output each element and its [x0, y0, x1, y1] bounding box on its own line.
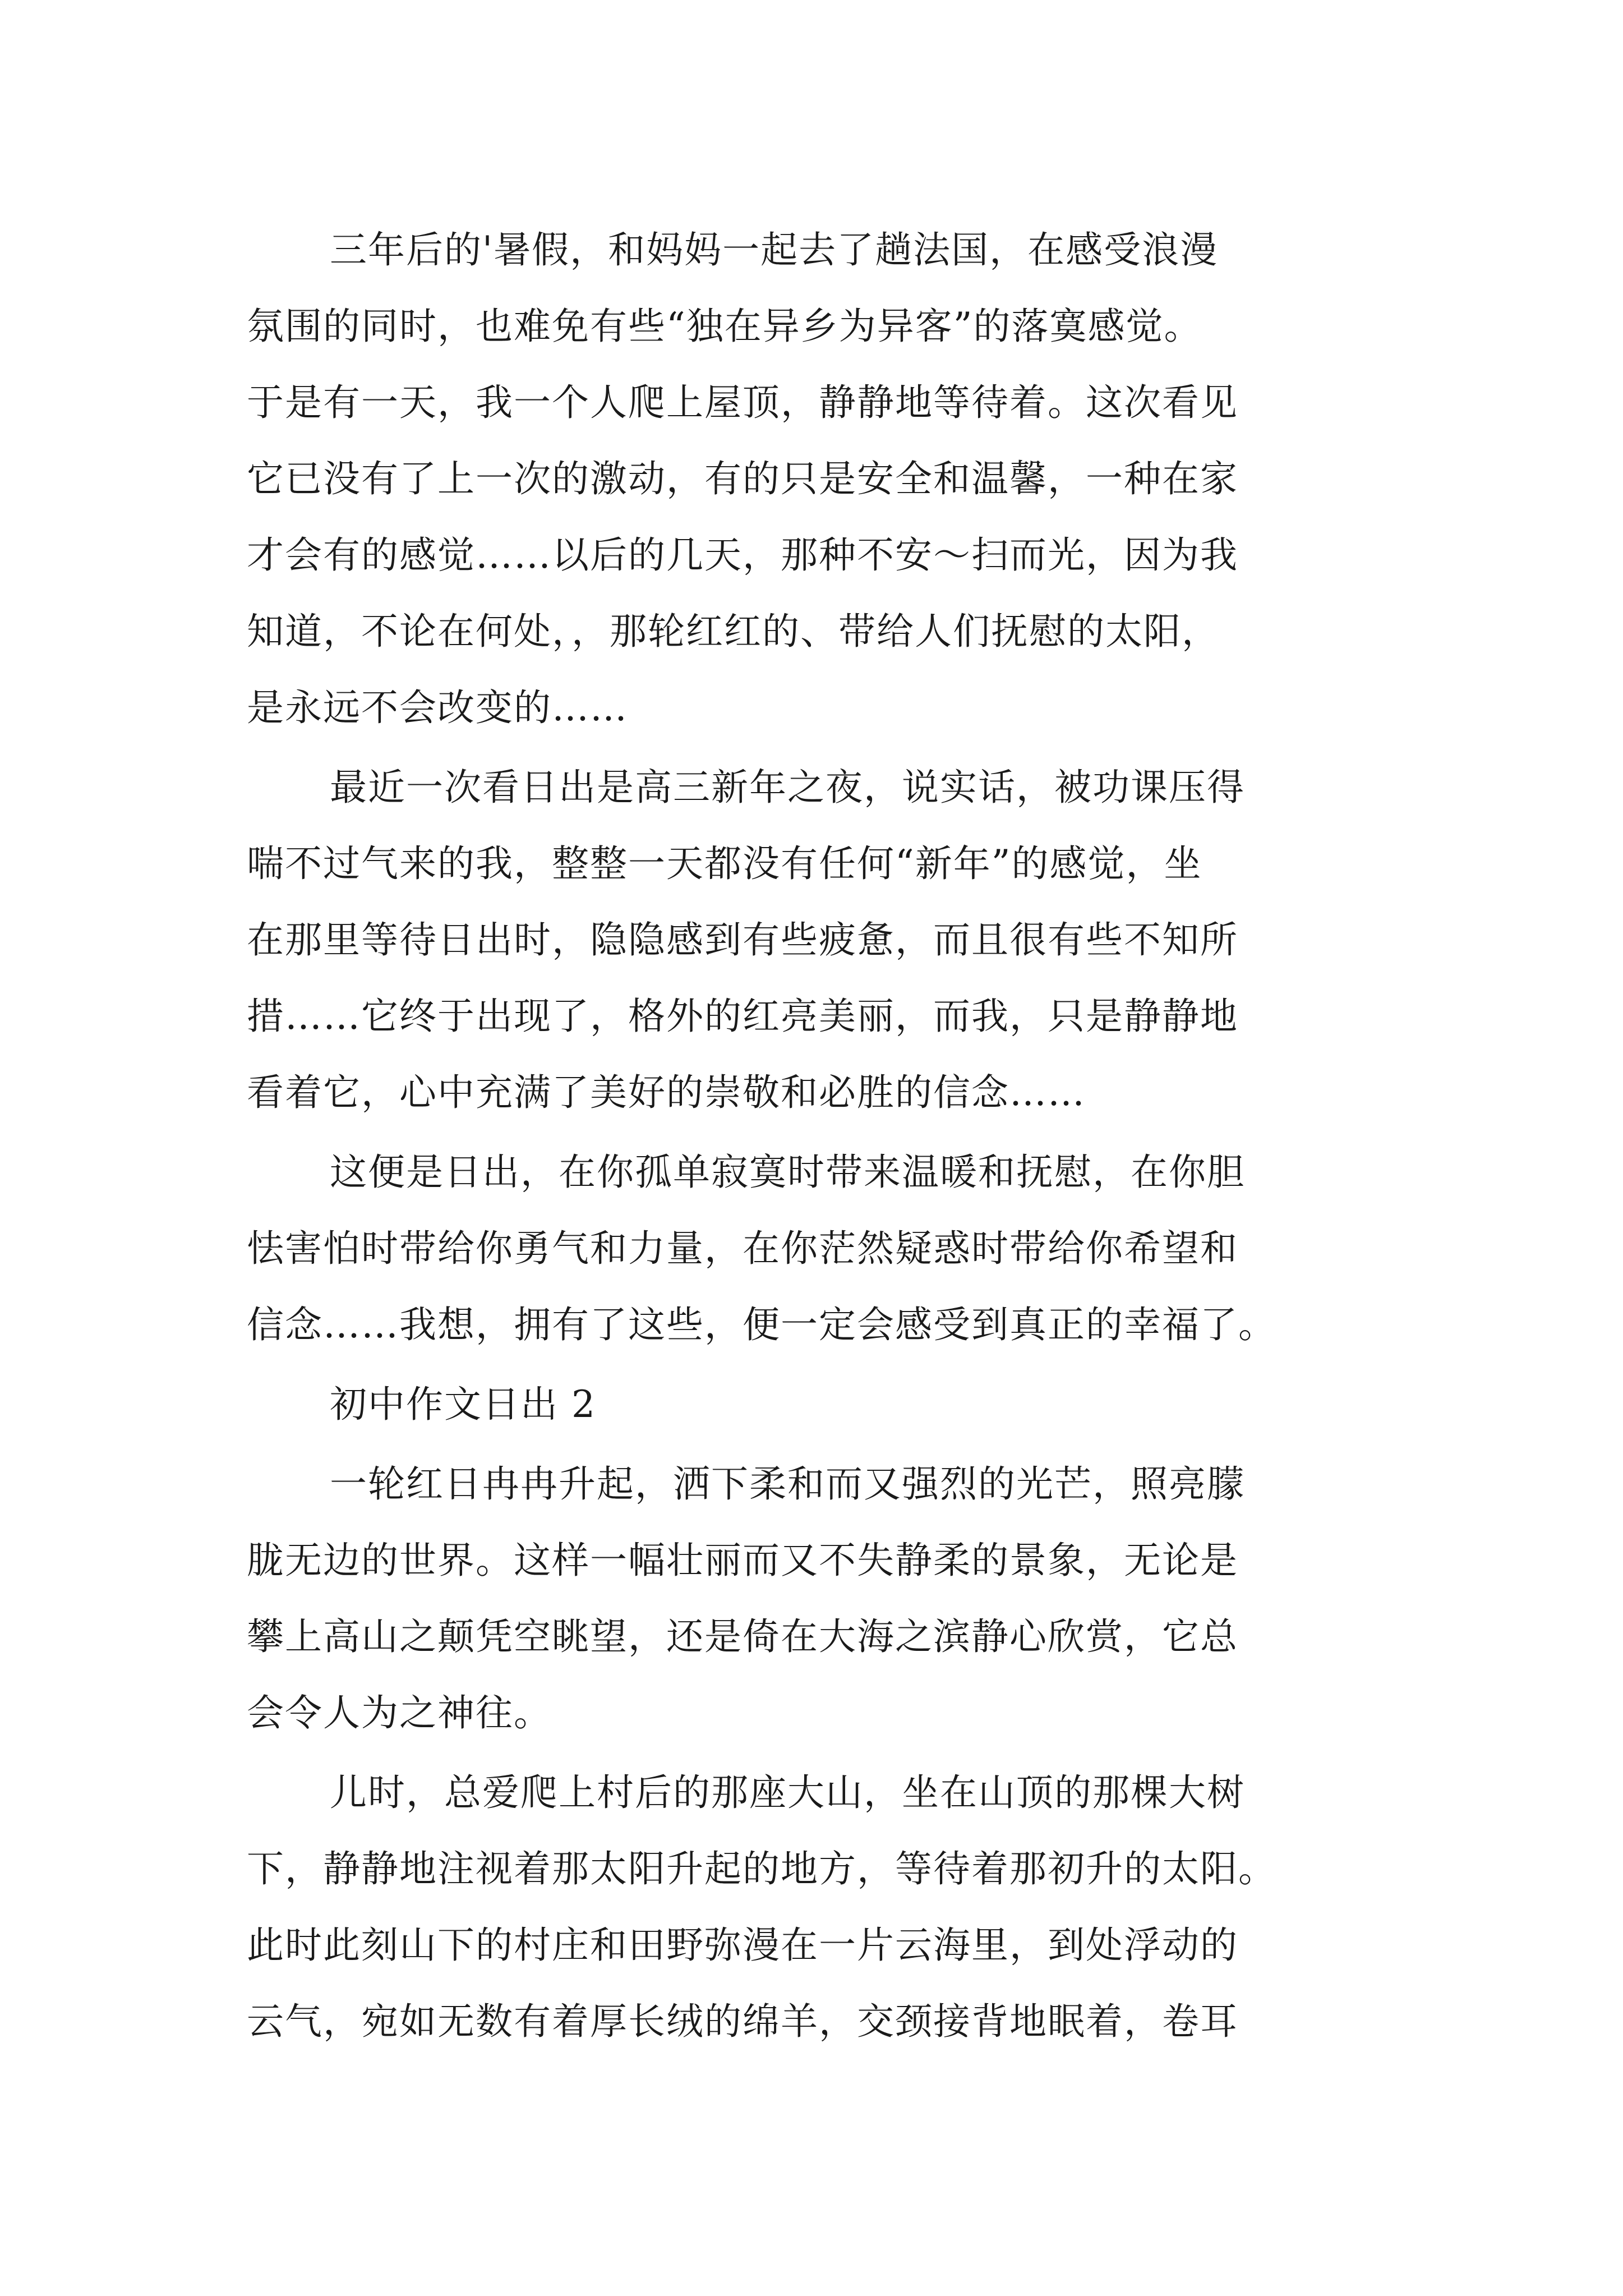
paragraph-line: 云气，宛如无数有着厚长绒的绵羊，交颈接背地眠着，卷耳	[247, 2000, 1238, 2043]
paragraph-line: 攀上高山之颠凭空眺望，还是倚在大海之滨静心欣赏，它总	[247, 1615, 1238, 1658]
paragraph-line: 三年后的'暑假，和妈妈一起去了趟法国，在感受浪漫	[330, 228, 1219, 272]
paragraph-line: 看着它，心中充满了美好的崇敬和必胜的信念……	[247, 1071, 1086, 1114]
paragraph-line: 是永远不会改变的……	[247, 686, 628, 729]
paragraph	[247, 749, 1391, 1131]
section-heading	[247, 1366, 1391, 1443]
paragraph-line: 于是有一天，我一个人爬上屋顶，静静地等待着。这次看见	[247, 381, 1238, 424]
paragraph-line: 信念……我想，拥有了这些，便一定会感受到真正的幸福了。	[247, 1303, 1276, 1346]
paragraph-line: 怯害怕时带给你勇气和力量，在你茫然疑惑时带给你希望和	[247, 1227, 1238, 1270]
paragraph-line: 最近一次看日出是高三新年之夜，说实话，被功课压得	[330, 766, 1245, 809]
paragraph-line: 儿时，总爱爬上村后的那座大山，坐在山顶的那棵大树	[330, 1771, 1245, 1814]
paragraph	[247, 212, 1391, 746]
paragraph-line: 此时此刻山下的村庄和田野弥漫在一片云海里，到处浮动的	[247, 1924, 1238, 1967]
paragraph-line: 措……它终于出现了，格外的红亮美丽，而我，只是静静地	[247, 995, 1238, 1038]
paragraph-line: 氛围的同时，也难免有些“独在异乡为异客”的落寞感觉。	[247, 305, 1202, 348]
paragraph-line: 喘不过气来的我，整整一天都没有任何“新年”的感觉，坐	[247, 842, 1202, 885]
paragraph-line: 它已没有了上一次的激动，有的只是安全和温馨，一种在家	[247, 457, 1238, 500]
paragraph	[247, 1755, 1391, 2060]
paragraph	[247, 1134, 1391, 1363]
paragraph-line: 知道，不论在何处，，那轮红红的、带给人们抚慰的太阳，	[247, 610, 1220, 653]
paragraph-line: 下，静静地注视着那太阳升起的地方，等待着那初升的太阳。	[247, 1847, 1276, 1890]
paragraph-line: 在那里等待日出时，隐隐感到有些疲惫，而且很有些不知所	[247, 918, 1238, 961]
section-heading-text: 初中作文日出 2	[330, 1383, 596, 1426]
paragraph-line: 一轮红日冉冉升起，洒下柔和而又强烈的光芒，照亮朦	[330, 1462, 1245, 1506]
paragraph	[247, 1446, 1391, 1751]
paragraph-line: 才会有的感觉……以后的几天，那种不安～扫而光，因为我	[247, 533, 1238, 577]
paragraph-line: 胧无边的世界。这样一幅壮丽而又不失静柔的景象，无论是	[247, 1539, 1238, 1582]
document-body	[247, 212, 1391, 2060]
paragraph-line: 会令人为之神往。	[247, 1691, 552, 1734]
paragraph-line: 这便是日出，在你孤单寂寞时带来温暖和抚慰，在你胆	[330, 1151, 1245, 1194]
